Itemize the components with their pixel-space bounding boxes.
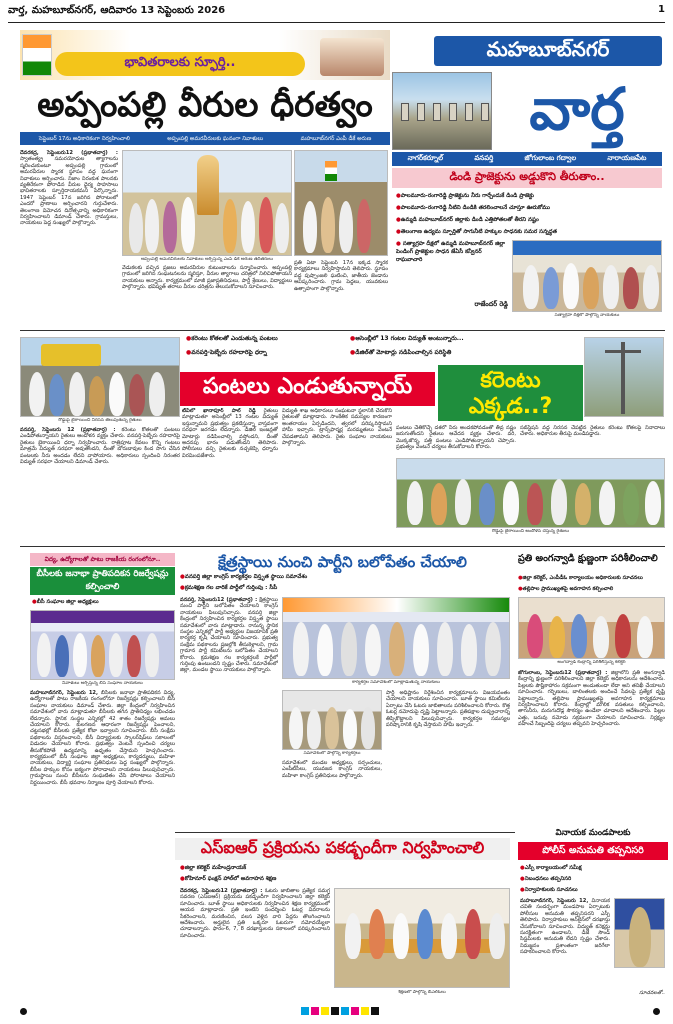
bc-sub: ● బీసీ సంఘాల జిల్లా అధ్యక్షులు <box>32 598 175 607</box>
registration-mark-icon <box>20 1008 27 1015</box>
power-caption-1: రోడ్డుపై బైఠాయించి నిరసన తెలుపుతున్న రైతులు <box>58 418 142 423</box>
power-photo-2 <box>396 458 665 528</box>
masthead-district: మహబూబ్‌నగర్ <box>434 36 662 66</box>
lead-sub-3: మహబూబ్‌నగర్ ఎంపీ డీకే అరుణ <box>300 135 372 142</box>
lead-subhead-bar <box>20 132 390 145</box>
power-body-col-2: టీవీలో ఖానాపూర్ పాల్ రెడ్డి రైతులు మాట్లాడుతూ అసెంబ్లీలో 13 గంటల విద్యుత్ ఇస్తున్నామని ప్రభుత్వం ప్రకటిస్తున్నా వాస్తవంగా సరఫరా జరగడం లేదన్నారు. డీజిల్ ఇంజన్లతో మోటార్లు నడిపించాల్సి వస్తోందని, దీంతో అదనపు భారం పడుతోందని తెలిపారు. పోలీసులు వచ్చి రైతులకు నచ్చజెప్పి ధర్నాను విరమింపజేశారు. <box>182 408 278 459</box>
district-4: నారాయణపేట <box>607 154 647 162</box>
dindi-bullet-4: ● తెలంగాణ ఉద్యమ స్ఫూర్తితో సాగునీటి హక్కుల సాధనకు సమర సన్నద్ధత <box>396 228 662 238</box>
party-photo-2 <box>282 690 382 750</box>
ganesh-body: మహబూబ్‌నగర్, సెప్టెంబరు 12, వినాయక చవితి సందర్భంగా మండపాల ఏర్పాటుకు పోలీసుల అనుమతి తప్పనిసరని ఎస్పీ తెలిపారు. నిర్వాహకులు ఆన్‌లైన్‌లో దరఖాస్తు చేసుకోవాలని సూచించారు. విద్యుత్ కనెక్షన్లు సురక్షితంగా ఉండాలని, డీజే సౌండ్ సిస్టమ్‌లకు అనుమతి లేదని స్పష్టం చేశారు. నిమజ్జనం ప్రశాంతంగా జరిగేలా సహకరించాలని కోరారు. <box>520 898 610 956</box>
bc-photo <box>30 610 175 680</box>
lead-sub-1: సెప్టెంబర్ 17ను అధికారికంగా నిర్వహించాలి <box>38 135 130 142</box>
anganwadi-body: జోగులాంబ, సెప్టెంబరు12 (ప్రభాతవార్త) : జిల్లాలోని ప్రతి అంగన్వాడీ కేంద్రాన్ని క్షుణ్ణంగా పరిశీలించాలని జిల్లా కలెక్టర్ అధికారులను ఆదేశించారు. పిల్లలకు పౌష్టికాహారం సక్రమంగా అందుతుందా లేదా అని తనిఖీ చేయాలని సూచించారు. గర్భిణులు, బాలింతలకు అందించే సేవలపై ప్రత్యేక దృష్టి పెట్టాలన్నారు. తల్లిపాల ప్రాముఖ్యతపై అవగాహన కార్యక్రమాలు నిర్వహించాలని కోరారు. కేంద్రాల్లో మౌలిక వసతులు కల్పించాలని, తాగునీరు, మరుగుదొడ్ల సౌకర్యం ఉండేలా చూడాలని ఆదేశించారు. పిల్లల ఎత్తు, బరువు నమోదు సక్రమంగా చేయాలని సూచించారు. నిర్లక్ష్యం వహించే సిబ్బందిపై చర్యలు తప్పవని హెచ్చరించారు. <box>518 670 665 728</box>
power-bullet-4: ● డీజిల్‌తో మోటార్లు నడిపించాల్సిన పరిస్థితి <box>350 349 520 359</box>
lead-photo <box>122 150 292 256</box>
color-swatch-strip <box>301 1007 379 1015</box>
power-body-col-5: సబ్‌స్టేషన్ వద్ద నిరసన చేపట్టిన రైతులు కరెంటు కోతలపై నినాదాలు చేశారు. అధికారుల తీరుపై మండిపడ్డారు. <box>520 425 665 438</box>
power-photo-1 <box>20 337 180 417</box>
power-body-col-3: విద్యుత్ శాఖ అధికారులు సంఘటనా స్థలానికి చేరుకొని రైతులతో మాట్లాడారు. సాంకేతిక సమస్యల కారణంగా అంతరాయం ఏర్పడిందని, త్వరలో పరిష్కరిస్తామని హామీ ఇచ్చారు. ట్రాన్స్‌ఫార్మర్ల మరమ్మతులు వెంటనే చేపడతామని తెలిపారు. రైతు సంఘాల నాయకులు పాల్గొన్నారు. <box>282 408 392 447</box>
anganwadi-dateline: జోగులాంబ, సెప్టెంబరు12 (ప్రభాతవార్త) : <box>518 670 608 676</box>
section-divider-2 <box>20 546 665 547</box>
anganwadi-photo <box>518 597 665 659</box>
print-registration-bar <box>20 1006 660 1016</box>
party-caption-2: సమావేశంలో పాల్గొన్న కార్యకర్తలు <box>303 751 361 756</box>
top-divider <box>8 22 665 23</box>
sir-bullet-1: ● జిల్లా కలెక్టర్ మహేంద్రనాయక్ <box>180 864 510 873</box>
party-dateline: వనపర్తి, సెప్టెంబరు12 (ప్రభాతవార్త) : <box>180 597 258 603</box>
power-bullet-2: ● వనపర్తి-పెబ్బేరు రహదారిపై ధర్నా <box>186 349 346 359</box>
power-dateline: వనపర్తి, సెప్టెంబరు 12 (ప్రభాతవార్త) : <box>20 427 116 433</box>
district-2: వనపర్తి <box>474 154 494 162</box>
lead-dateline: దేవరకద్ర, సెప్టెంబరు12 (ప్రభాతవార్త) : <box>20 150 118 156</box>
section-divider-3 <box>175 832 515 833</box>
bc-strip: విద్య, ఉద్యోగాలతో పాటు రాజకీయ రంగంలోనూ.. <box>30 553 175 566</box>
ganesh-bullet-2: ● నిబంధనలు తప్పనిసరి <box>520 875 665 884</box>
ganesh-dateline: మహబూబ్‌నగర్, సెప్టెంబరు 12, <box>520 898 589 904</box>
power-headline-2: కరెంటు ఎక్కడ..? <box>438 365 583 421</box>
flag-graphic <box>22 34 52 76</box>
sir-dateline: దేవరకద్ర, సెప్టెంబరు12 (ప్రభాతవార్త) : <box>180 888 263 894</box>
page-number: 1 <box>658 4 665 15</box>
dindi-caption: సత్యాగ్రహ దీక్షలో పాల్గొన్న నాయకులు <box>554 313 620 318</box>
power-body-col-4: పంటలు చేతికొచ్చే దశలో నీరు అందకపోవడంతో తీవ్ర నష్టం జరుగుతోందని రైతులు ఆవేదన వ్యక్తం చేశారు. వరి, మొక్కజొన్న, పత్తి పంటలు ఎండిపోతున్నాయని చెప్పారు. ప్రభుత్వం వెంటనే చర్యలు తీసుకోవాలని కోరారు. <box>396 425 516 451</box>
party-body-col-3: సమావేశంలో మండల అధ్యక్షులు, సర్పంచులు, ఎంపీటీసీలు, యువజన కాంగ్రెస్ నాయకులు, మహిళా కాంగ్రెస్ ప్రతినిధులు పాల్గొన్నారు. <box>282 760 382 779</box>
dindi-headline: డిండి ప్రాజెక్టును అడ్డుకొని తీరుతాం.. <box>392 168 662 188</box>
dindi-bullet-5: ● సత్యాగ్రహ దీక్షలో ఉమ్మడి మహబూబ్‌నగర్ జిల్లా పెండింగ్ ప్రాజెక్టుల సాధన జేఏసీ కన్వీనర్ రాఘవాచారి <box>396 241 506 263</box>
sir-photo <box>334 888 510 988</box>
ganesh-bullet-1: ● ఎస్పీ కార్యాలయంలో సమీక్ష <box>520 864 665 873</box>
district-3: జోగులాంబ గద్వాల <box>524 154 577 162</box>
registration-mark-icon <box>653 1008 660 1015</box>
power-pole-photo <box>584 337 664 417</box>
power-headline: పంటలు ఎండుతున్నాయ్ <box>180 372 435 406</box>
party-bullet-1: ● వనపర్తి జిల్లా కాంగ్రెస్ కార్యకర్తల విస్తృత స్థాయి సమావేశం <box>180 573 510 582</box>
anganwadi-headline: ప్రతి అంగన్వాడి క్షుణ్ణంగా పరిశీలించాలి <box>518 553 658 564</box>
sir-body-col-1: దేవరకద్ర, సెప్టెంబరు12 (ప్రభాతవార్త) : ఓటరు జాబితాల ప్రత్యేక సమగ్ర సవరణ (ఎస్ఐఆర్) ప్రక్రియను పకడ్బందీగా నిర్వహించాలని జిల్లా కలెక్టర్ సూచించారు. బూత్ స్థాయి అధికారులకు నిర్వహించిన శిక్షణ కార్యక్రమంలో ఆయన మాట్లాడారు. ప్రతి ఇంటిని సందర్శించి ఓటర్ల వివరాలను సేకరించాలని, మరణించిన, వలస వెళ్లిన వారి పేర్లను తొలగించాలని ఆదేశించారు. అర్హులైన ప్రతి ఒక్కరూ ఓటరుగా నమోదయ్యేలా చూడాలన్నారు. ఫారం-6, 7, 8 దరఖాస్తులను సకాలంలో పరిష్కరించాలని సూచించారు. <box>180 888 330 939</box>
lead-tagline: భావితరాలకు స్ఫూర్తి.. <box>55 52 305 76</box>
power-caption-2: రోడ్డుపై బైఠాయించి ఆందోళన చేస్తున్న రైతులు <box>491 529 570 534</box>
top-strip <box>8 4 665 20</box>
bc-caption: నివాళులు అర్పిస్తున్న బీసీ సంఘాల నాయకులు <box>62 681 143 686</box>
sir-headline: ఎస్ఐఆర్ ప్రక్రియను పకడ్బందీగా నిర్వహించాలి <box>175 838 510 860</box>
power-bullet-1: ● కరెంటు కోతలతో ఎండుతున్న పంటలు <box>186 335 346 345</box>
lead-body-col-1: దేవరకద్ర, సెప్టెంబరు12 (ప్రభాతవార్త) : స్వాతంత్య్ర సమరయోధుల త్యాగాలను స్మరించుకుంటూ అప్పంపల్లి గ్రామంలో అమరవీరుల స్మారక స్థూపం వద్ద ఘనంగా నివాళులు అర్పించారు. నిజాం నిరంకుశ పాలనకు వ్యతిరేకంగా పోరాడిన వీరుల ధైర్య సాహసాలు భావితరాలకు స్ఫూర్తిదాయకమని పేర్కొన్నారు. 1947 సెప్టెంబర్ 17న జరిగిన పోరాటంలో ఎందరో ప్రాణాలు అర్పించారని గుర్తుచేశారు. తెలంగాణ విమోచన దినోత్సవాన్ని అధికారికంగా నిర్వహించాలని డిమాండ్ చేశారు. గ్రామస్తులు, నాయకులు పెద్ద సంఖ్యలో పాల్గొన్నారు. <box>20 150 118 227</box>
header-strip: వార్త, మహబూబ్‌నగర్, ఆదివారం 13 సెప్టెంబరు 2026 <box>8 5 226 16</box>
dindi-bullet-2: ● పాలమూరు-రంగారెడ్డి నీటిని డిండికి తరలించాలనే చూస్తూ ఊరుకోము <box>396 204 662 214</box>
dindi-bullet-5-text: సత్యాగ్రహ దీక్షలో ఉమ్మడి మహబూబ్‌నగర్ జిల్లా పెండింగ్ ప్రాజెక్టుల సాధన జేఏసీ కన్వీనర్ రాఘవాచారి <box>396 241 506 263</box>
bc-headline: బీసీలకు జనాభా ప్రాతిపదికన రిజర్వేషన్లు కల్పించాలి <box>30 567 175 595</box>
masthead-brand: వార్త <box>529 75 625 143</box>
party-caption-1: కార్యకర్తల సమావేశంలో మాట్లాడుతున్న నాయకులు <box>352 680 440 685</box>
police-headline: పోలీస్ అనుమతి తప్పనిసరి <box>518 842 668 860</box>
party-photo-1 <box>282 597 510 679</box>
memorial-graphic <box>320 38 384 76</box>
lead-photo-2 <box>294 150 388 256</box>
sir-caption: శిక్షణలో పాల్గొన్న బీఎల్ఓలు <box>398 990 446 995</box>
lead-body-col-2: వేడుకలకు వచ్చిన ప్రజలు అమరవీరుల కుటుంబాలను సన్మానించారు. అప్పంపల్లి గ్రామంలో జరిగిన సంఘటనలను స్మరిస్తూ, వీరుల త్యాగాలు చరిత్రలో నిలిచిపోతాయని నాయకులు అన్నారు. కార్యక్రమంలో మాజీ ప్రజాప్రతినిధులు, పార్టీ శ్రేణులు, విద్యార్థులు పాల్గొన్నారు. భవిష్యత్ తరాలు వీరుల చరిత్రను తెలుసుకోవాలని సూచించారు. <box>122 265 292 291</box>
lead-caption: అప్పంపల్లి అమరవీరులకు నివాళులు అర్పిస్తున్న ఎంపీ డీకే అరుణ తదితరులు <box>140 257 274 262</box>
dam-photo <box>392 72 492 150</box>
dindi-bullet-3: ● ఉమ్మడి మహబూబ్‌నగర్ జిల్లాకు డిండి ఎత్తిపోతలతో తీరని నష్టం <box>396 216 662 226</box>
party-headline: క్షేత్రస్థాయి నుంచి పార్టీని బలోపేతం చేయాలి <box>218 553 467 571</box>
bc-dateline: మహబూబ్‌నగర్, సెప్టెంబరు 12, <box>30 690 99 696</box>
footer-mark: సూచనలతో.. <box>639 990 665 996</box>
ganesh-bullet-3: ● నిర్వాహకులకు సూచనలు <box>520 886 665 895</box>
ganesh-headline: వినాయక మండపాలకు <box>555 828 631 838</box>
party-bullet-2: ● క్రమశిక్షణ గల వారికే పార్టీలో గుర్తింపు : సీపీ <box>180 584 510 593</box>
sp-photo <box>614 898 665 968</box>
party-body-col-1: వనపర్తి, సెప్టెంబరు12 (ప్రభాతవార్త) : క్షేత్రస్థాయి నుంచి పార్టీని బలోపేతం చేయాలని కాంగ్రెస్ నాయకులు పిలుపునిచ్చారు. వనపర్తి జిల్లా కేంద్రంలో నిర్వహించిన కార్యకర్తల విస్తృత స్థాయి సమావేశంలో వారు మాట్లాడారు. రానున్న స్థానిక సంస్థల ఎన్నికల్లో పార్టీ అభ్యర్థుల విజయానికి ప్రతి కార్యకర్త కృషి చేయాలని సూచించారు. ప్రభుత్వ సంక్షేమ పథకాలను ప్రజల్లోకి తీసుకెళ్లాలని, గ్రామ గ్రామాన పార్టీ కమిటీలను బలోపేతం చేయాలని కోరారు. క్రమశిక్షణ గల కార్యకర్తలకే పార్టీలో గుర్తింపు ఉంటుందని స్పష్టం చేశారు. సమావేశంలో జిల్లా, మండల స్థాయి నాయకులు పాల్గొన్నారు. <box>180 597 278 674</box>
masthead <box>392 36 662 151</box>
dindi-byline: రాజేందర్ రెడ్డి <box>474 300 508 308</box>
dindi-photo <box>512 240 662 312</box>
dindi-bullet-1: ● పాలమూరు-రంగారెడ్డి ప్రాజెక్టును నీరు గార్చేందుకే డిండి ప్రాజెక్టు <box>396 192 662 202</box>
anganwadi-bullet-2: ● తల్లిపాల ప్రాముఖ్యతపై అవగాహన కల్పించాలి <box>518 585 668 594</box>
power-bullet-3: ● అసెంబ్లీలో 13 గంటల విద్యుత్ అంటున్నారు... <box>350 335 520 345</box>
section-divider-1 <box>20 330 665 331</box>
power-byline: టీవీలో ఖానాపూర్ పాల్ రెడ్డి <box>182 408 256 414</box>
district-1: నాగర్‌కర్నూల్ <box>407 154 444 162</box>
lead-headline: అప్పంపల్లి వీరుల ధీరత్వం <box>37 85 373 125</box>
anganwadi-caption: అంగన్వాడీ కేంద్రాన్ని పరిశీలిస్తున్న కలెక్టర్ <box>557 660 626 665</box>
power-body-col-1: వనపర్తి, సెప్టెంబరు 12 (ప్రభాతవార్త) : కరెంటు కోతలతో పంటలు ఎండిపోతున్నాయని రైతులు ఆందోళన వ్యక్తం చేశారు. వనపర్తి-పెబ్బేరు రహదారిపై రైతులు బైఠాయించి ధర్నా నిర్వహించారు. రాత్రిపూట కేవలం కొన్ని గంటలు మాత్రమే విద్యుత్ సరఫరా అవుతోందని, దీంతో బోరుబావుల కింద సాగు చేసిన పంటలకు నీరు అందడం లేదని వాపోయారు. అధికారులు స్పందించి నిరంతర విద్యుత్ సరఫరా చేయాలని డిమాండ్ చేశారు. <box>20 427 180 466</box>
lead-sub-2: అప్పంపల్లి అమరవీరులకు ఘనంగా నివాళులు <box>167 135 264 142</box>
districts-bar <box>392 152 662 166</box>
party-body-col-2: పార్టీ అధిష్టానం నిర్దేశించిన కార్యక్రమాలను విజయవంతం చేయాలని నాయకులు సూచించారు. బూత్ స్థాయి కమిటీలను ఏర్పాటు చేసి ఓటరు జాబితాలను పరిశీలించాలని కోరారు. కొత్త ఓటర్ల నమోదుపై దృష్టి పెట్టాలన్నారు. ప్రతిపక్షాల దుష్ప్రచారాన్ని తిప్పికొట్టాలని పిలుపునిచ్చారు. కార్యకర్తల సమస్యల పరిష్కారానికి కృషి చేస్తామని హామీ ఇచ్చారు. <box>386 690 510 729</box>
anganwadi-bullet-1: ● జిల్లా కలెక్టర్, ఎంపీడీఓ కార్యాలయం అధికారులకు సూచనలు <box>518 574 668 583</box>
lead-body-col-3: ప్రతి ఏటా సెప్టెంబర్ 17న ఇక్కడ స్మారక కార్యక్రమాలు నిర్వహిస్తామని తెలిపారు. స్థూపం వద్ద పుష్పాంజలి ఘటించి, జాతీయ జెండాను ఆవిష్కరించారు. గ్రామ పెద్దలు, యువకులు ఉత్సాహంగా పాల్గొన్నారు. <box>294 260 388 292</box>
sir-bullet-2: ● కోహినూర్ ఫంక్షన్ హాల్‌లో అవగాహన శిక్షణ <box>180 875 510 884</box>
bc-body: మహబూబ్‌నగర్, సెప్టెంబరు 12, బీసీలకు జనాభా ప్రాతిపదికన విద్య, ఉద్యోగాలతో పాటు రాజకీయ రంగంలోనూ రిజర్వేషన్లు కల్పించాలని బీసీ సంఘాల నాయకులు డిమాండ్ చేశారు. జిల్లా కేంద్రంలో నిర్వహించిన సమావేశంలో వారు మాట్లాడుతూ బీసీలకు తగిన ప్రాతినిధ్యం లభించడం లేదన్నారు. స్థానిక సంస్థల ఎన్నికల్లో 42 శాతం రిజర్వేషన్లు అమలు చేయాలని కోరారు. కులగణన ఆధారంగా రిజర్వేషన్లు పెంచాలని, చట్టసభల్లో బీసీలకు ప్రత్యేక కోటా ఇవ్వాలని సూచించారు. బీసీ సంక్షేమ పథకాలను విస్తరించాలని, బీసీ విద్యార్థులకు స్కాలర్‌షిప్‌లు సకాలంలో విడుదల చేయాలని కోరారు. ప్రభుత్వం వెంటనే స్పందించి చర్యలు తీసుకోకపోతే ఉద్యమాన్ని ఉధృతం చేస్తామని హెచ్చరించారు. కార్యక్రమంలో బీసీ సంఘాల జిల్లా అధ్యక్షులు, కార్యదర్శులు, మహిళా నాయకులు, విద్యార్థి సంఘాల ప్రతినిధులు పెద్ద సంఖ్యలో పాల్గొన్నారు. బీసీల హక్కుల కోసం ఐక్యంగా పోరాడాలని నాయకులు పిలుపునిచ్చారు. గ్రామస్థాయి నుంచి బీసీలను సంఘటితం చేసి పోరాటాలు చేయాలని నిర్ణయించారు. బీసీ భవనాల నిర్మాణం పూర్తి చేయాలని కోరారు. <box>30 690 175 786</box>
